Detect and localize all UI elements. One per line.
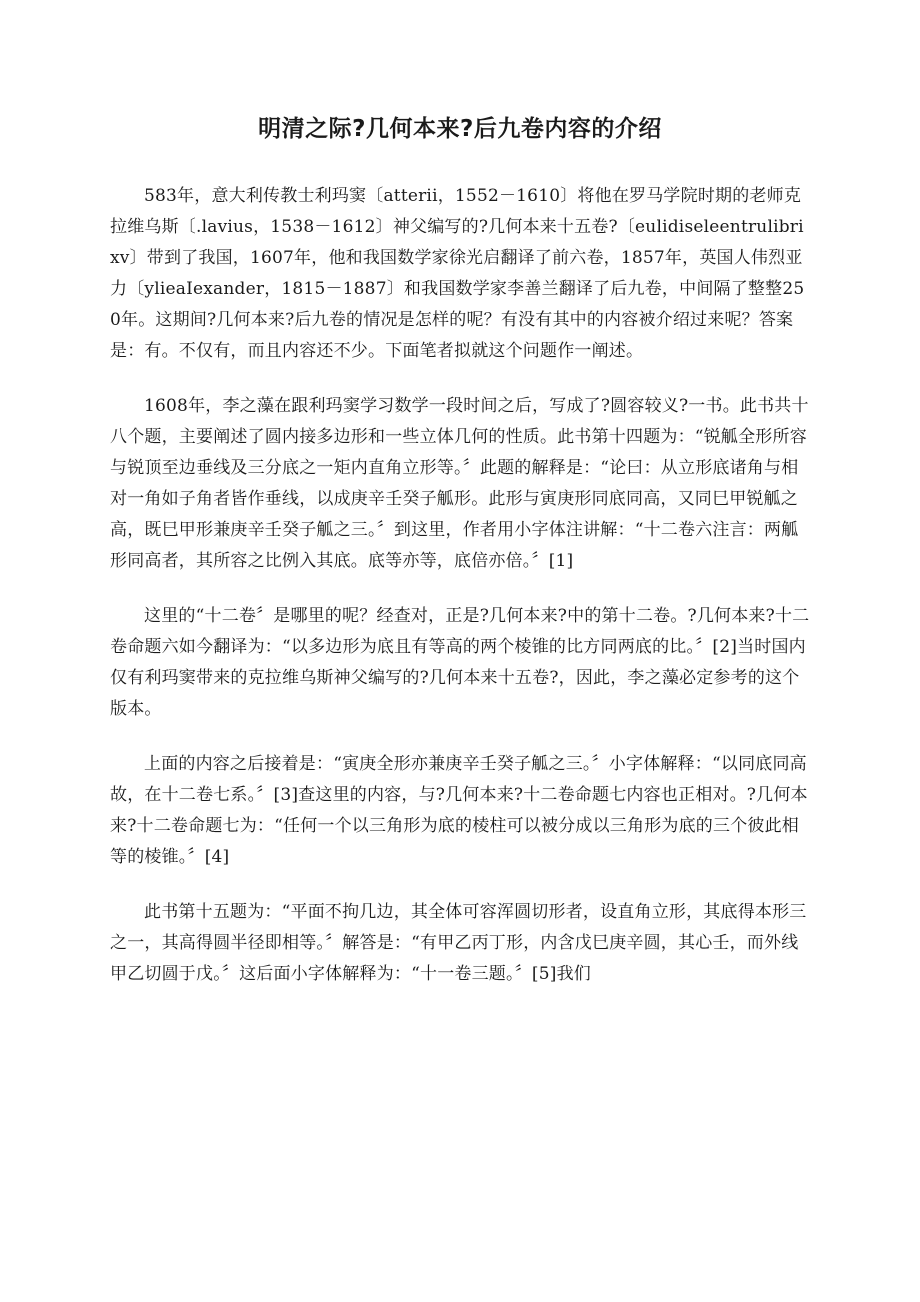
- document-title: 明清之际?几何本来?后九卷内容的介绍: [258, 116, 662, 142]
- paragraph-2: 1608年，李之藻在跟利玛窦学习数学一段时间之后，写成了?圆容较义?一书。此书共十八个题，主要阐述了圆内接多边形和一些立体几何的性质。此书第十四题为：“锐觚全形所容与锐顶至边垂线及三分底之一矩内直角立形等。〞此题的解释是：“论曰：从立形底诸角与相对一角如子角者皆作垂线，以成庚辛壬癸子觚形。此形与寅庚形同底同高，又同巳甲锐觚之高，既巳甲形兼庚辛壬癸子觚之三。〞到这里，作者用小字体注讲解：“十二卷六注言：两觚形同高者，其所容之比例入其底。底等亦等，底倍亦倍。〞[1]: [110, 396, 809, 571]
- paragraph-1: 583年，意大利传教士利玛窦〔atterii，1552－1610〕将他在罗马学院时期的老师克拉维乌斯〔.lavius，1538－1612〕神父编写的?几何本来十五卷?〔eulidiseleentrulibrixv〕带到了我国，1607年，他和我国数学家徐光启翻译了前六卷，1857年，英国人伟烈亚力〔ylieaIexander，1815－1887〕和我国数学家李善兰翻译了后九卷，中间隔了整整250年。这期间?几何本来?后九卷的情况是怎样的呢？有没有其中的内容被介绍过来呢？答案是：有。不仅有，而且内容还不少。下面笔者拟就这个问题作一阐述。: [110, 186, 805, 361]
- document-body: [110, 181, 810, 1014]
- paragraph-3: 这里的“十二卷〞是哪里的呢？经查对，正是?几何本来?中的第十二卷。?几何本来?十二卷命题六如今翻译为：“以多边形为底且有等高的两个棱锥的比方同两底的比。〞[2]当时国内仅有利玛窦带来的克拉维乌斯神父编写的?几何本来十五卷?，因此，李之藻必定参考的这个版本。: [110, 606, 810, 719]
- paragraph-4: 上面的内容之后接着是：“寅庚全形亦兼庚辛壬癸子觚之三。〞小字体解释：“以同底同高故，在十二卷七系。〞[3]查这里的内容，与?几何本来?十二卷命题七内容也正相对。?几何本来?十二卷命题七为：“任何一个以三角形为底的棱柱可以被分成以三角形为底的三个彼此相等的棱锥。〞[4]: [110, 754, 808, 867]
- paragraph-5: 此书第十五题为：“平面不拘几边，其全体可容浑圆切形者，设直角立形，其底得本形三之一，其高得圆半径即相等。〞解答是：“有甲乙丙丁形，内含戊巳庚辛圆，其心壬，而外线甲乙切圆于戊。〞这后面小字体解释为：“十一卷三题。〞[5]我们: [110, 902, 807, 984]
